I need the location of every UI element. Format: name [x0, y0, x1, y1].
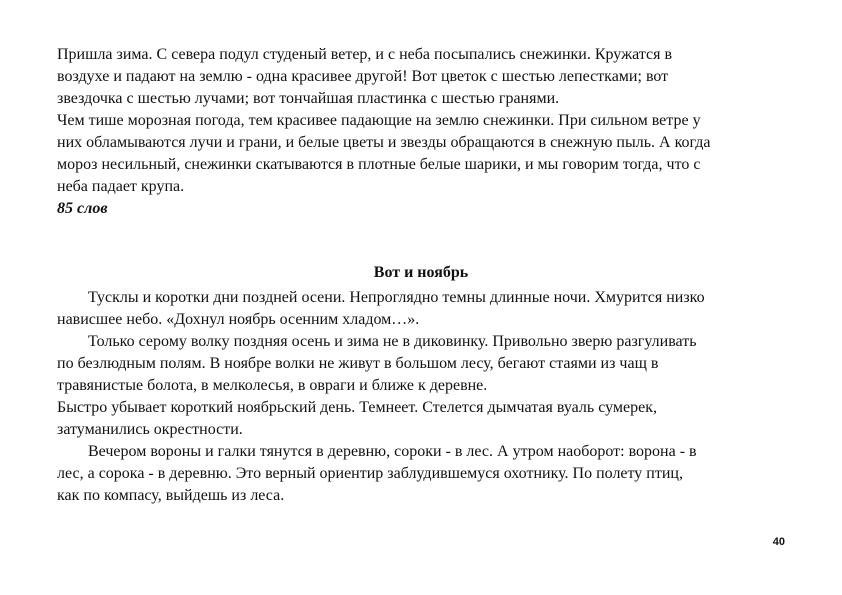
section-title: Вот и ноябрь — [373, 264, 469, 281]
text-line: как по компасу, выйдешь из леса. — [57, 487, 285, 504]
text-line: Быстро убывает короткий ноябрьский день. Темнеет. Стелется дымчатая вуаль сумерек, — [57, 399, 657, 416]
text-line: мороз несильный, снежинки скатываются в плотные белые шарики, и мы говорим тогда, что с — [57, 156, 701, 173]
text-line: них обламываются лучи и грани, и белые цветы и звезды обращаются в снежную пыль. А когда — [57, 134, 711, 151]
text-line: неба падает крупа. — [57, 178, 185, 195]
text-line: травянистые болота, в мелколесья, в овраги и ближе к деревне. — [57, 377, 488, 394]
text-line: воздухе и падают на землю - одна красивее другой! Вот цветок с шестью лепестками; вот — [57, 68, 669, 85]
text-line: Пришла зима. С севера подул студеный ветер, и с неба посыпались снежинки. Кружатся в — [57, 46, 673, 63]
text-line: затуманились окрестности. — [57, 421, 243, 438]
text-line: по безлюдным полям. В ноябре волки не живут в большом лесу, бегают стаями из чащ в — [57, 355, 659, 372]
text-line: Только серому волку поздняя осень и зима не в диковинку. Привольно зверю разгуливать — [88, 333, 697, 350]
page-number: 40 — [772, 536, 785, 548]
text-line: Тусклы и коротки дни поздней осени. Непроглядно темны длинные ночи. Хмурится низко — [88, 289, 705, 306]
text-line: лес, а сорока - в деревню. Это верный ориентир заблудившемуся охотнику. По полету птиц, — [57, 465, 683, 482]
word-count: 85 слов — [57, 200, 108, 217]
text-line: звездочка с шестью лучами; вот тончайшая пластинка с шестью гранями. — [57, 90, 560, 107]
text-line: Чем тише морозная погода, тем красивее падающие на землю снежинки. При сильном ветре у — [57, 112, 701, 129]
text-line: нависшее небо. «Дохнул ноябрь осенним хладом…». — [57, 311, 420, 328]
text-line: Вечером вороны и галки тянутся в деревню, сороки - в лес. А утром наоборот: ворона - в — [88, 443, 697, 460]
